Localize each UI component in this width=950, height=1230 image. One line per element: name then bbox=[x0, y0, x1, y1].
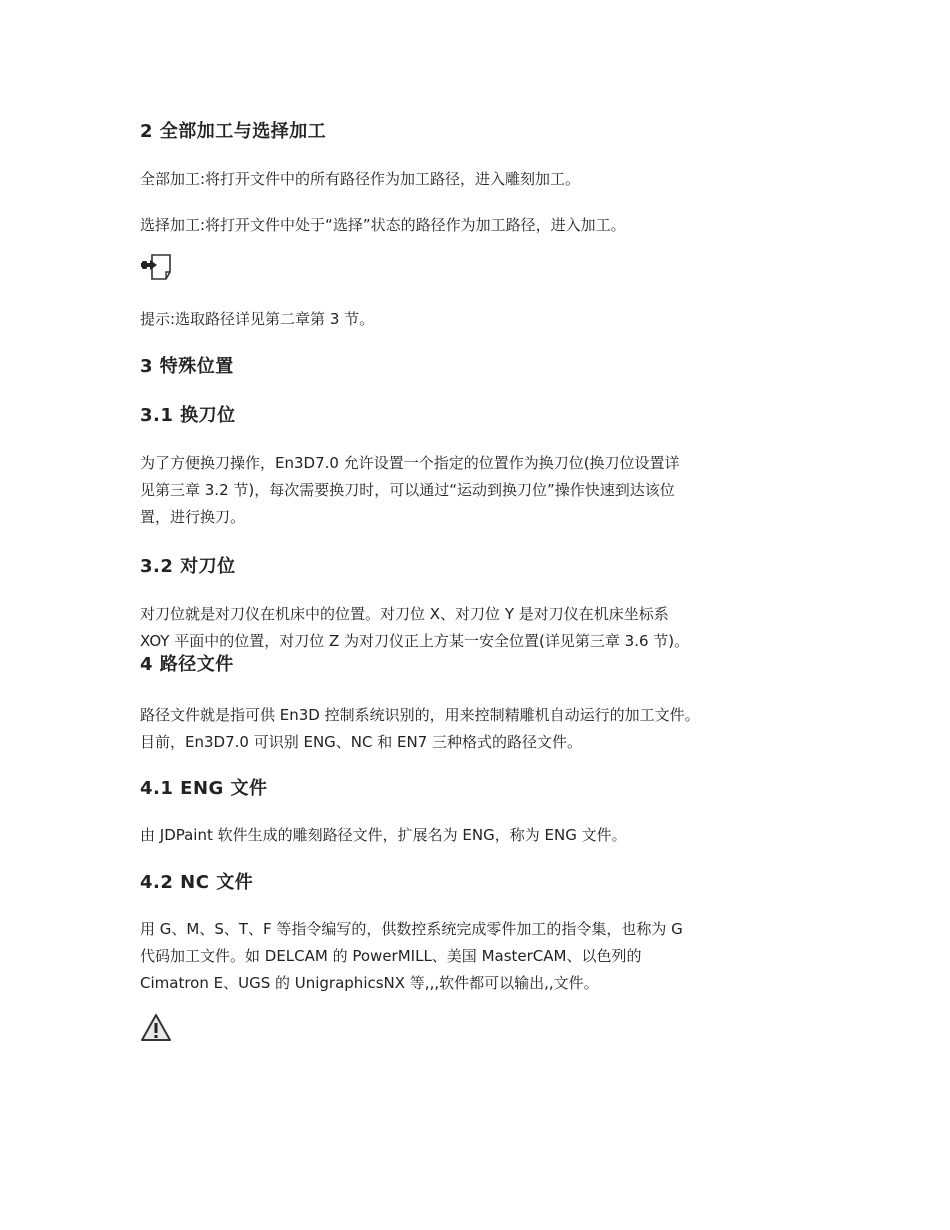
warning-triangle-icon bbox=[140, 1012, 172, 1044]
text-line: 置，进行换刀。 bbox=[140, 508, 246, 526]
text-line: 为了方便换刀操作，En3D7.0 允许设置一个指定的位置作为换刀位(换刀位设置详 bbox=[140, 454, 680, 472]
text-line: Cimatron E、UGS 的 UnigraphicsNX 等,,,软件都可以输出,,文件。 bbox=[140, 974, 599, 992]
paragraph-tool-change bbox=[140, 450, 820, 531]
section-heading-4-2: 4.2 NC 文件 bbox=[140, 872, 254, 893]
pointing-hand-note-icon bbox=[140, 252, 174, 282]
text-line: XOY 平面中的位置，对刀位 Z 为对刀仪正上方某一安全位置(详见第三章 3.6 节)。 bbox=[140, 632, 690, 650]
text-line: 目前，En3D7.0 可识别 ENG、NC 和 EN7 三种格式的路径文件。 bbox=[140, 733, 583, 751]
section-heading-3-2: 3.2 对刀位 bbox=[140, 556, 236, 577]
section-heading-3: 3 特殊位置 bbox=[140, 356, 234, 377]
section-heading-4-1: 4.1 ENG 文件 bbox=[140, 778, 268, 799]
paragraph-all-processing: 全部加工:将打开文件中的所有路径作为加工路径，进入雕刻加工。 bbox=[140, 170, 581, 188]
tip-text: 提示:选取路径详见第二章第 3 节。 bbox=[140, 310, 375, 328]
section-heading-3-1: 3.1 换刀位 bbox=[140, 405, 236, 426]
text-line: 对刀位就是对刀仪在机床中的位置。对刀位 X、对刀位 Y 是对刀仪在机床坐标系 bbox=[140, 605, 669, 623]
paragraph-select-processing: 选择加工:将打开文件中处于“选择”状态的路径作为加工路径，进入加工。 bbox=[140, 216, 626, 234]
paragraph-eng-file: 由 JDPaint 软件生成的雕刻路径文件，扩展名为 ENG，称为 ENG 文件。 bbox=[140, 826, 627, 844]
text-line: 见第三章 3.2 节)，每次需要换刀时，可以通过“运动到换刀位”操作快速到达该位 bbox=[140, 481, 675, 499]
text-line: 用 G、M、S、T、F 等指令编写的，供数控系统完成零件加工的指令集，也称为 G bbox=[140, 920, 683, 938]
paragraph-tool-setting bbox=[140, 601, 820, 655]
section-heading-2: 2 全部加工与选择加工 bbox=[140, 121, 327, 142]
paragraph-path-file bbox=[140, 702, 820, 756]
text-line: 路径文件就是指可供 En3D 控制系统识别的，用来控制精雕机自动运行的加工文件。 bbox=[140, 706, 700, 724]
text-line: 代码加工文件。如 DELCAM 的 PowerMILL、美国 MasterCAM、以色列的 bbox=[140, 947, 642, 965]
section-heading-4: 4 路径文件 bbox=[140, 654, 234, 675]
paragraph-nc-file bbox=[140, 916, 820, 997]
